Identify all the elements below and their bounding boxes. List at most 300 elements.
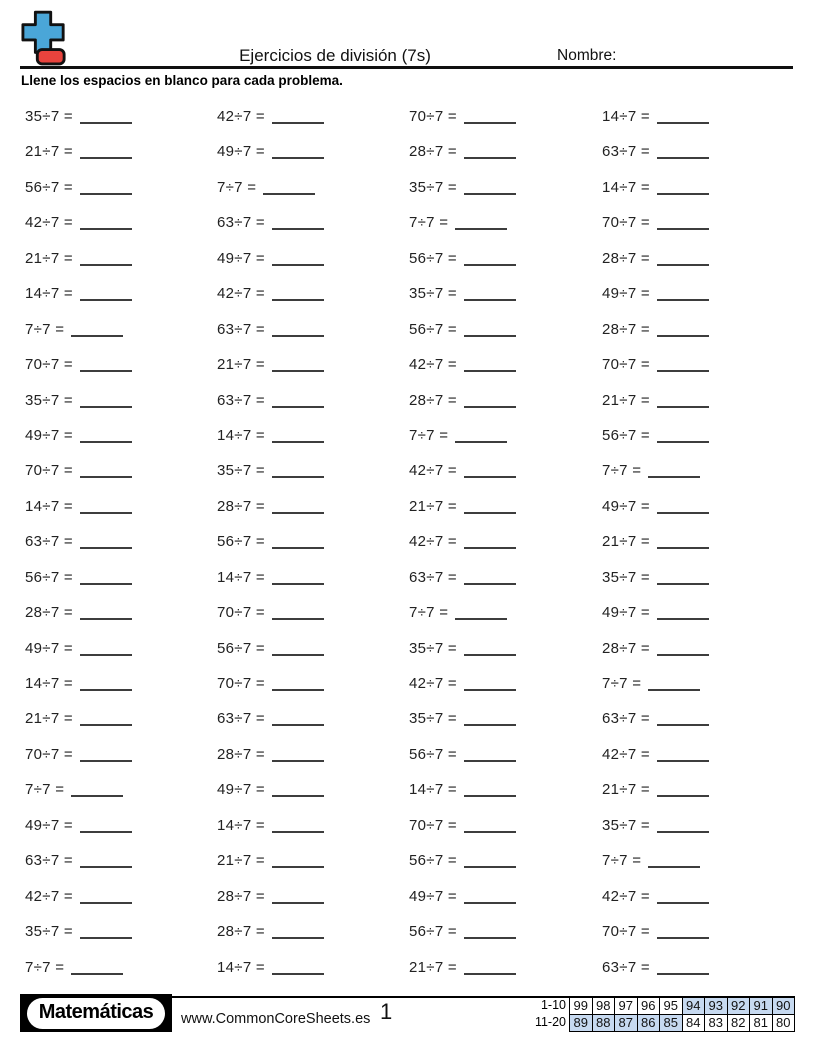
problem: [598, 739, 795, 774]
problem: [21, 562, 213, 597]
problem: [598, 703, 795, 738]
problem: [21, 668, 213, 703]
answer-blank[interactable]: [80, 475, 132, 478]
problem-expression: 63÷7 =: [25, 852, 73, 870]
problem-expression: 70÷7 =: [25, 356, 73, 374]
problem: [405, 385, 598, 420]
problem-expression: 35÷7 =: [409, 639, 457, 657]
problem-expression: 14÷7 =: [25, 285, 73, 303]
answer-blank[interactable]: [80, 617, 132, 620]
answer-blank[interactable]: [272, 440, 324, 443]
answer-blank[interactable]: [272, 582, 324, 585]
problem-expression: 28÷7 =: [602, 639, 650, 657]
answer-blank[interactable]: [464, 936, 516, 939]
problem-expression: 14÷7 =: [409, 781, 457, 799]
problem-expression: 35÷7 =: [25, 391, 73, 409]
answer-blank[interactable]: [464, 475, 516, 478]
answer-blank[interactable]: [272, 759, 324, 762]
problem: [598, 845, 795, 880]
problem: [213, 668, 405, 703]
problem: [405, 136, 598, 171]
problem: [21, 633, 213, 668]
answer-blank[interactable]: [71, 794, 123, 797]
answer-blank[interactable]: [80, 192, 132, 195]
score-cell: 90: [772, 997, 796, 1015]
problem-expression: 35÷7 =: [409, 285, 457, 303]
problem-expression: 7÷7 =: [25, 781, 65, 799]
answer-blank[interactable]: [272, 688, 324, 691]
answer-blank[interactable]: [464, 369, 516, 372]
answer-blank[interactable]: [80, 405, 132, 408]
answer-blank[interactable]: [657, 511, 709, 514]
answer-blank[interactable]: [464, 263, 516, 266]
problem: [405, 633, 598, 668]
answer-blank[interactable]: [80, 369, 132, 372]
problem-expression: 70÷7 =: [409, 816, 457, 834]
problem: [405, 845, 598, 880]
problem-expression: 63÷7 =: [409, 568, 457, 586]
answer-blank[interactable]: [80, 511, 132, 514]
problem-expression: 56÷7 =: [409, 320, 457, 338]
problem-expression: 35÷7 =: [409, 710, 457, 728]
answer-blank[interactable]: [657, 936, 709, 939]
answer-blank[interactable]: [464, 334, 516, 337]
answer-blank[interactable]: [657, 546, 709, 549]
answer-blank[interactable]: [71, 972, 123, 975]
answer-blank[interactable]: [455, 440, 507, 443]
problem: [405, 668, 598, 703]
problem: [21, 810, 213, 845]
answer-blank[interactable]: [80, 688, 132, 691]
problem-expression: 49÷7 =: [217, 781, 265, 799]
answer-blank[interactable]: [657, 617, 709, 620]
problem: [405, 739, 598, 774]
problem: [405, 455, 598, 490]
problem: [598, 774, 795, 809]
score-cell: 98: [592, 997, 616, 1015]
answer-blank[interactable]: [80, 121, 132, 124]
problem-expression: 42÷7 =: [409, 462, 457, 480]
problem-expression: 21÷7 =: [602, 781, 650, 799]
problem-expression: 49÷7 =: [602, 604, 650, 622]
problem: [21, 385, 213, 420]
problem: [598, 314, 795, 349]
page-title: Ejercicios de división (7s): [239, 46, 431, 65]
problem-expression: 7÷7 =: [217, 178, 257, 196]
problem: [21, 420, 213, 455]
problem: [21, 774, 213, 809]
answer-blank[interactable]: [272, 546, 324, 549]
answer-blank[interactable]: [464, 192, 516, 195]
problem: [405, 952, 598, 987]
problem-expression: 42÷7 =: [602, 745, 650, 763]
problem-expression: 7÷7 =: [409, 604, 449, 622]
answer-blank[interactable]: [657, 227, 709, 230]
answer-blank[interactable]: [80, 546, 132, 549]
answer-blank[interactable]: [455, 227, 507, 230]
problem-expression: 42÷7 =: [217, 108, 265, 125]
problem: [405, 314, 598, 349]
score-cell: 88: [592, 1014, 616, 1032]
answer-blank[interactable]: [657, 723, 709, 726]
problem-expression: 63÷7 =: [602, 710, 650, 728]
header-rule: [20, 66, 793, 69]
problem-expression: 35÷7 =: [217, 462, 265, 480]
score-cell: 81: [749, 1014, 773, 1032]
problem-expression: 56÷7 =: [602, 426, 650, 444]
brand-label: Matemáticas: [27, 998, 166, 1029]
page-number: 1: [380, 999, 393, 1024]
score-cell: 82: [727, 1014, 751, 1032]
answer-blank[interactable]: [657, 582, 709, 585]
problem-expression: 49÷7 =: [25, 816, 73, 834]
answer-blank[interactable]: [648, 475, 700, 478]
problem-expression: 35÷7 =: [602, 816, 650, 834]
answer-blank[interactable]: [648, 865, 700, 868]
problem: [405, 562, 598, 597]
problem-expression: 28÷7 =: [217, 745, 265, 763]
answer-blank[interactable]: [272, 475, 324, 478]
problem-expression: 56÷7 =: [409, 249, 457, 267]
problem-expression: 7÷7 =: [602, 675, 642, 692]
answer-blank[interactable]: [272, 121, 324, 124]
problem: [598, 562, 795, 597]
problem-expression: 63÷7 =: [602, 958, 650, 976]
problem-expression: 70÷7 =: [409, 108, 457, 125]
problem: [21, 491, 213, 526]
answer-blank[interactable]: [80, 830, 132, 833]
answer-blank[interactable]: [464, 759, 516, 762]
problem-expression: 70÷7 =: [602, 356, 650, 374]
score-cell: 80: [772, 1014, 796, 1032]
problem: [598, 136, 795, 171]
answer-blank[interactable]: [657, 334, 709, 337]
score-cell: 92: [727, 997, 751, 1015]
answer-blank[interactable]: [263, 192, 315, 195]
answer-blank[interactable]: [657, 369, 709, 372]
commoncoresheets-logo-icon: [21, 8, 67, 75]
problem-expression: 14÷7 =: [217, 426, 265, 444]
problem: [405, 278, 598, 313]
answer-blank[interactable]: [657, 972, 709, 975]
score-cell: 99: [569, 997, 593, 1015]
problem-expression: 70÷7 =: [25, 462, 73, 480]
score-range-label: 1-10: [540, 998, 566, 1012]
problem-expression: 63÷7 =: [217, 391, 265, 409]
problem: [213, 207, 405, 242]
problem: [598, 881, 795, 916]
problem-expression: 42÷7 =: [25, 214, 73, 232]
answer-blank[interactable]: [80, 298, 132, 301]
answer-blank[interactable]: [272, 972, 324, 975]
answer-blank[interactable]: [464, 298, 516, 301]
problem: [21, 455, 213, 490]
problem-expression: 14÷7 =: [25, 675, 73, 692]
answer-blank[interactable]: [464, 582, 516, 585]
answer-blank[interactable]: [80, 901, 132, 904]
score-cell: 89: [569, 1014, 593, 1032]
problem-expression: 21÷7 =: [217, 356, 265, 374]
problem: [213, 845, 405, 880]
problem: [21, 845, 213, 880]
problem-expression: 21÷7 =: [217, 852, 265, 870]
problem: [21, 207, 213, 242]
answer-blank[interactable]: [657, 653, 709, 656]
problem: [21, 278, 213, 313]
answer-blank[interactable]: [464, 972, 516, 975]
answer-blank[interactable]: [272, 936, 324, 939]
problem: [213, 526, 405, 561]
problem: [213, 349, 405, 384]
answer-blank[interactable]: [464, 794, 516, 797]
score-row: [529, 997, 795, 1015]
problem-expression: 14÷7 =: [602, 178, 650, 196]
answer-blank[interactable]: [80, 936, 132, 939]
problem-expression: 35÷7 =: [25, 108, 73, 125]
problem: [213, 810, 405, 845]
problem-expression: 28÷7 =: [25, 604, 73, 622]
problem-expression: 14÷7 =: [602, 108, 650, 125]
problem: [213, 455, 405, 490]
problem-expression: 7÷7 =: [409, 214, 449, 232]
problem: [213, 420, 405, 455]
problem: [213, 952, 405, 987]
answer-blank[interactable]: [657, 830, 709, 833]
answer-blank[interactable]: [657, 901, 709, 904]
problem: [21, 703, 213, 738]
answer-blank[interactable]: [464, 511, 516, 514]
problem: [213, 633, 405, 668]
problem: [598, 491, 795, 526]
score-cell: 95: [659, 997, 683, 1015]
problem-expression: 49÷7 =: [217, 143, 265, 161]
answer-blank[interactable]: [455, 617, 507, 620]
score-cell: 96: [637, 997, 661, 1015]
answer-blank[interactable]: [657, 794, 709, 797]
problem: [405, 774, 598, 809]
problem: [213, 172, 405, 207]
problem: [405, 526, 598, 561]
answer-blank[interactable]: [272, 653, 324, 656]
problem: [213, 881, 405, 916]
problem-expression: 28÷7 =: [217, 887, 265, 905]
answer-blank[interactable]: [657, 263, 709, 266]
problem-expression: 70÷7 =: [217, 604, 265, 622]
problem-expression: 49÷7 =: [602, 497, 650, 515]
problem-expression: 56÷7 =: [409, 852, 457, 870]
problem-expression: 28÷7 =: [409, 391, 457, 409]
problem-expression: 21÷7 =: [25, 249, 73, 267]
problem: [598, 633, 795, 668]
problem: [598, 668, 795, 703]
problem-expression: 56÷7 =: [409, 923, 457, 941]
problem: [405, 101, 598, 136]
score-cell: 84: [682, 1014, 706, 1032]
answer-blank[interactable]: [272, 227, 324, 230]
problem: [405, 881, 598, 916]
problem: [21, 739, 213, 774]
score-range-label: 11-20: [534, 1015, 566, 1029]
problem: [405, 172, 598, 207]
problem: [21, 597, 213, 632]
answer-blank[interactable]: [648, 688, 700, 691]
problem-expression: 63÷7 =: [602, 143, 650, 161]
score-cell: 87: [614, 1014, 638, 1032]
answer-blank[interactable]: [464, 830, 516, 833]
problem: [213, 916, 405, 951]
score-cell: 97: [614, 997, 638, 1015]
problem-expression: 42÷7 =: [409, 675, 457, 692]
problem-expression: 14÷7 =: [25, 497, 73, 515]
problem: [405, 597, 598, 632]
problem: [405, 349, 598, 384]
problem-expression: 56÷7 =: [25, 178, 73, 196]
answer-blank[interactable]: [464, 653, 516, 656]
problem: [21, 952, 213, 987]
problem-expression: 42÷7 =: [602, 887, 650, 905]
problem-expression: 7÷7 =: [25, 320, 65, 338]
answer-blank[interactable]: [272, 263, 324, 266]
problem-expression: 35÷7 =: [25, 923, 73, 941]
answer-blank[interactable]: [464, 121, 516, 124]
problem: [598, 243, 795, 278]
problem: [598, 385, 795, 420]
problem: [213, 491, 405, 526]
problem: [405, 207, 598, 242]
problem-expression: 49÷7 =: [25, 426, 73, 444]
answer-blank[interactable]: [272, 830, 324, 833]
problem-expression: 42÷7 =: [409, 533, 457, 551]
answer-blank[interactable]: [657, 759, 709, 762]
problem-expression: 7÷7 =: [602, 852, 642, 870]
problem-expression: 7÷7 =: [409, 426, 449, 444]
problem-expression: 21÷7 =: [602, 391, 650, 409]
problem-expression: 56÷7 =: [25, 568, 73, 586]
answer-blank[interactable]: [657, 405, 709, 408]
answer-blank[interactable]: [80, 759, 132, 762]
problem: [21, 101, 213, 136]
answer-blank[interactable]: [80, 723, 132, 726]
problem-expression: 63÷7 =: [217, 214, 265, 232]
answer-blank[interactable]: [464, 865, 516, 868]
problem-expression: 42÷7 =: [217, 285, 265, 303]
answer-blank[interactable]: [272, 405, 324, 408]
problem-expression: 49÷7 =: [602, 285, 650, 303]
problem: [21, 526, 213, 561]
score-cell: 94: [682, 997, 706, 1015]
problem-expression: 42÷7 =: [25, 887, 73, 905]
answer-blank[interactable]: [272, 298, 324, 301]
problem: [598, 172, 795, 207]
problem-expression: 28÷7 =: [409, 143, 457, 161]
problem-expression: 70÷7 =: [217, 675, 265, 692]
answer-blank[interactable]: [80, 582, 132, 585]
answer-blank[interactable]: [71, 334, 123, 337]
problem: [213, 101, 405, 136]
answer-blank[interactable]: [80, 653, 132, 656]
answer-blank[interactable]: [272, 901, 324, 904]
score-cell: 93: [704, 997, 728, 1015]
problem: [405, 243, 598, 278]
answer-blank[interactable]: [80, 263, 132, 266]
problem: [21, 881, 213, 916]
problem-expression: 21÷7 =: [602, 533, 650, 551]
score-cell: 85: [659, 1014, 683, 1032]
problem: [21, 916, 213, 951]
answer-blank[interactable]: [80, 865, 132, 868]
brand-badge: [20, 994, 172, 1032]
problem: [21, 136, 213, 171]
answer-blank[interactable]: [657, 121, 709, 124]
answer-blank[interactable]: [272, 794, 324, 797]
problem: [598, 952, 795, 987]
website-link[interactable]: www.CommonCoreSheets.es: [181, 1011, 371, 1027]
answer-blank[interactable]: [272, 723, 324, 726]
problem-expression: 49÷7 =: [409, 887, 457, 905]
problem-expression: 42÷7 =: [409, 356, 457, 374]
score-cell: 91: [749, 997, 773, 1015]
answer-blank[interactable]: [464, 901, 516, 904]
answer-blank[interactable]: [272, 511, 324, 514]
problem: [405, 491, 598, 526]
problem: [598, 916, 795, 951]
answer-blank[interactable]: [464, 156, 516, 159]
problem: [405, 810, 598, 845]
answer-blank[interactable]: [80, 440, 132, 443]
answer-blank[interactable]: [272, 334, 324, 337]
answer-blank[interactable]: [464, 723, 516, 726]
problem: [598, 420, 795, 455]
problem: [21, 314, 213, 349]
problem-expression: 56÷7 =: [217, 639, 265, 657]
problem-expression: 63÷7 =: [217, 320, 265, 338]
answer-blank[interactable]: [80, 156, 132, 159]
problem-expression: 14÷7 =: [217, 816, 265, 834]
problem-expression: 49÷7 =: [217, 249, 265, 267]
answer-blank[interactable]: [80, 227, 132, 230]
answer-blank[interactable]: [657, 192, 709, 195]
problem: [405, 420, 598, 455]
answer-blank[interactable]: [464, 546, 516, 549]
problem-expression: 63÷7 =: [25, 533, 73, 551]
problem-expression: 28÷7 =: [217, 923, 265, 941]
answer-blank[interactable]: [272, 369, 324, 372]
problem: [213, 136, 405, 171]
answer-blank[interactable]: [464, 405, 516, 408]
answer-blank[interactable]: [272, 617, 324, 620]
answer-blank[interactable]: [272, 865, 324, 868]
problem-expression: 70÷7 =: [602, 214, 650, 232]
answer-blank[interactable]: [657, 156, 709, 159]
problem: [213, 243, 405, 278]
problem-expression: 21÷7 =: [25, 143, 73, 161]
answer-blank[interactable]: [657, 440, 709, 443]
problem: [213, 562, 405, 597]
problem: [21, 349, 213, 384]
instruction-text: Llene los espacios en blanco para cada problema.: [21, 73, 343, 88]
problem: [213, 597, 405, 632]
answer-blank[interactable]: [272, 156, 324, 159]
problem: [213, 278, 405, 313]
answer-blank[interactable]: [464, 688, 516, 691]
problem-expression: 28÷7 =: [602, 249, 650, 267]
score-cell: 86: [637, 1014, 661, 1032]
answer-blank[interactable]: [657, 298, 709, 301]
problem: [21, 243, 213, 278]
problem: [598, 455, 795, 490]
problem: [213, 739, 405, 774]
problem: [598, 349, 795, 384]
